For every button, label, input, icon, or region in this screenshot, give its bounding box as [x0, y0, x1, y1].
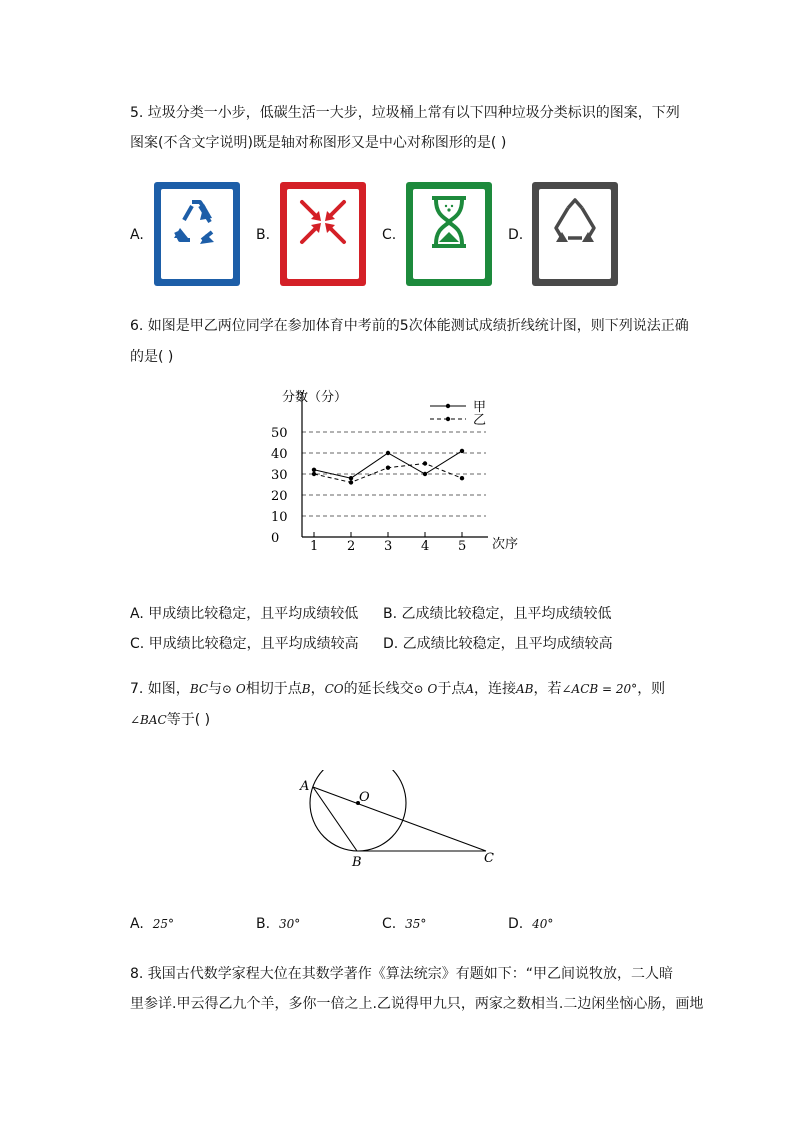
- q7-circle-o: ⊙ O: [413, 682, 438, 696]
- data-point: [312, 468, 316, 472]
- q7-circle-o: ⊙ O: [222, 682, 246, 696]
- bin-name-en: Hazardous Waste: [296, 269, 350, 276]
- recyclable-bin-sign: [154, 182, 240, 286]
- data-point: [349, 480, 353, 484]
- option-value: 25°: [152, 917, 174, 931]
- q6-text-line1: 6. 如图是甲乙两位同学在参加体育中考前的5次体能测试成绩折线统计图，则下列说法正确: [130, 318, 689, 334]
- bin-name-en: Recyclable: [180, 269, 214, 276]
- q7-text: ，: [310, 681, 325, 697]
- bin-name-cn: 可回收物: [175, 254, 219, 267]
- q6-text-line2: 的是( ): [130, 349, 174, 365]
- q7-geometry-figure: [296, 770, 506, 870]
- q5-option-d-label: D.: [508, 227, 524, 243]
- q7-angle-acb: ∠ACB = 20°: [561, 682, 638, 696]
- data-point: [423, 461, 427, 465]
- q7-angle-bac: ∠BAC: [130, 713, 167, 727]
- q7-text: ，连接: [474, 681, 517, 697]
- data-point: [423, 472, 427, 476]
- legend-label: 甲: [473, 400, 487, 415]
- x-tick-label: 4: [421, 539, 430, 554]
- q7-text: 等于( ): [166, 712, 211, 728]
- line-ab: [313, 787, 357, 851]
- option-letter: D.: [508, 916, 524, 932]
- option-value: 35°: [405, 917, 427, 931]
- legend-marker: [446, 404, 450, 408]
- data-point: [349, 476, 353, 480]
- data-point: [460, 476, 464, 480]
- q7-option-c: [382, 916, 426, 932]
- x-tick-label: 1: [310, 539, 319, 554]
- line-ac: [313, 787, 486, 851]
- q5-option-c-label: C.: [382, 227, 397, 243]
- q7-text: 相切于点: [245, 681, 302, 697]
- y-tick-label: 0: [271, 531, 280, 546]
- bin-name-cn: 有害垃圾: [301, 254, 345, 267]
- x-tick-label: 2: [347, 539, 356, 554]
- legend-label: 乙: [473, 413, 487, 428]
- q6-option-d: D. 乙成绩比较稳定，且平均成绩较高: [383, 636, 613, 652]
- bin-name-en: Residual Waste: [552, 269, 598, 276]
- q7-text: ，则: [637, 681, 666, 697]
- q5-option-a-label: A.: [130, 227, 144, 243]
- q7-option-b: [256, 916, 300, 932]
- q7-option-a: [130, 916, 174, 932]
- y-tick-label: 10: [271, 510, 288, 525]
- point-label-a: A: [300, 779, 310, 794]
- circle-o: [310, 770, 406, 851]
- q7-text: 于点: [437, 681, 466, 697]
- data-point: [312, 472, 316, 476]
- q8-text-line2: 里参详.甲云得乙九个羊，多你一倍之上.乙说得甲九只，两家之数相当.二边闲坐恼心肠，画地: [130, 996, 704, 1012]
- point-label-c: C: [484, 851, 494, 866]
- y-axis-label: 分数（分）: [282, 390, 348, 405]
- bin-name-en: Food Waste: [431, 269, 467, 276]
- y-tick-label: 20: [271, 489, 288, 504]
- option-letter: C.: [382, 916, 397, 932]
- bin-name-cn: 其他垃圾: [553, 254, 597, 267]
- q5-text-line1: 5. 垃圾分类一小步，低碳生活一大步，垃圾桶上常有以下四种垃圾分类标识的图案，下列: [130, 105, 680, 121]
- option-letter: A.: [130, 916, 144, 932]
- residual-waste-bin-sign: [532, 182, 618, 286]
- q7-text-line2: [130, 710, 210, 730]
- food-waste-bin-sign: [406, 182, 492, 286]
- q7-text-line1: [130, 679, 665, 699]
- bin-name-cn: 厨余垃圾: [427, 254, 471, 267]
- q8-text-line1: 8. 我国古代数学家程大位在其数学著作《算法统宗》有题如下：“甲乙间说牧放，二人暗: [130, 966, 674, 982]
- point-label-b: B: [352, 855, 362, 870]
- y-tick-label: 30: [271, 468, 288, 483]
- option-value: 40°: [532, 917, 554, 931]
- data-point: [386, 451, 390, 455]
- legend-marker: [446, 417, 450, 421]
- q5-option-b-label: B.: [256, 227, 271, 243]
- q7-text: ，若: [533, 681, 562, 697]
- q7-option-d: [508, 916, 553, 932]
- q7-segment-co: CO: [324, 682, 344, 696]
- q5-text-line2: 图案(不含文字说明)既是轴对称图形又是中心对称图形的是( ): [130, 135, 507, 151]
- data-point: [386, 466, 390, 470]
- q7-text: 与: [208, 681, 223, 697]
- q6-option-b: B. 乙成绩比较稳定，且平均成绩较低: [383, 606, 612, 622]
- option-letter: B.: [256, 916, 271, 932]
- point-label-o: O: [359, 790, 370, 805]
- option-value: 30°: [278, 917, 301, 931]
- q7-segment-bc: BC: [189, 682, 209, 696]
- y-tick-label: 40: [271, 447, 288, 462]
- x-tick-label: 5: [458, 539, 467, 554]
- x-tick-label: 3: [384, 539, 393, 554]
- q7-point-a: A: [465, 682, 475, 696]
- q7-prefix: 7. 如图，: [130, 681, 190, 697]
- y-tick-label: 50: [271, 426, 288, 441]
- q6-option-a: A. 甲成绩比较稳定，且平均成绩较低: [130, 606, 359, 622]
- score-line-chart: [268, 382, 538, 557]
- hazardous-bin-sign: [280, 182, 366, 286]
- q7-point-b: B: [301, 682, 311, 696]
- q7-segment-ab: AB: [516, 682, 534, 696]
- q6-option-c: C. 甲成绩比较稳定，且平均成绩较高: [130, 636, 359, 652]
- data-point: [460, 449, 464, 453]
- q7-text: 的延长线交: [343, 681, 414, 697]
- x-axis-label: 次序: [492, 537, 519, 552]
